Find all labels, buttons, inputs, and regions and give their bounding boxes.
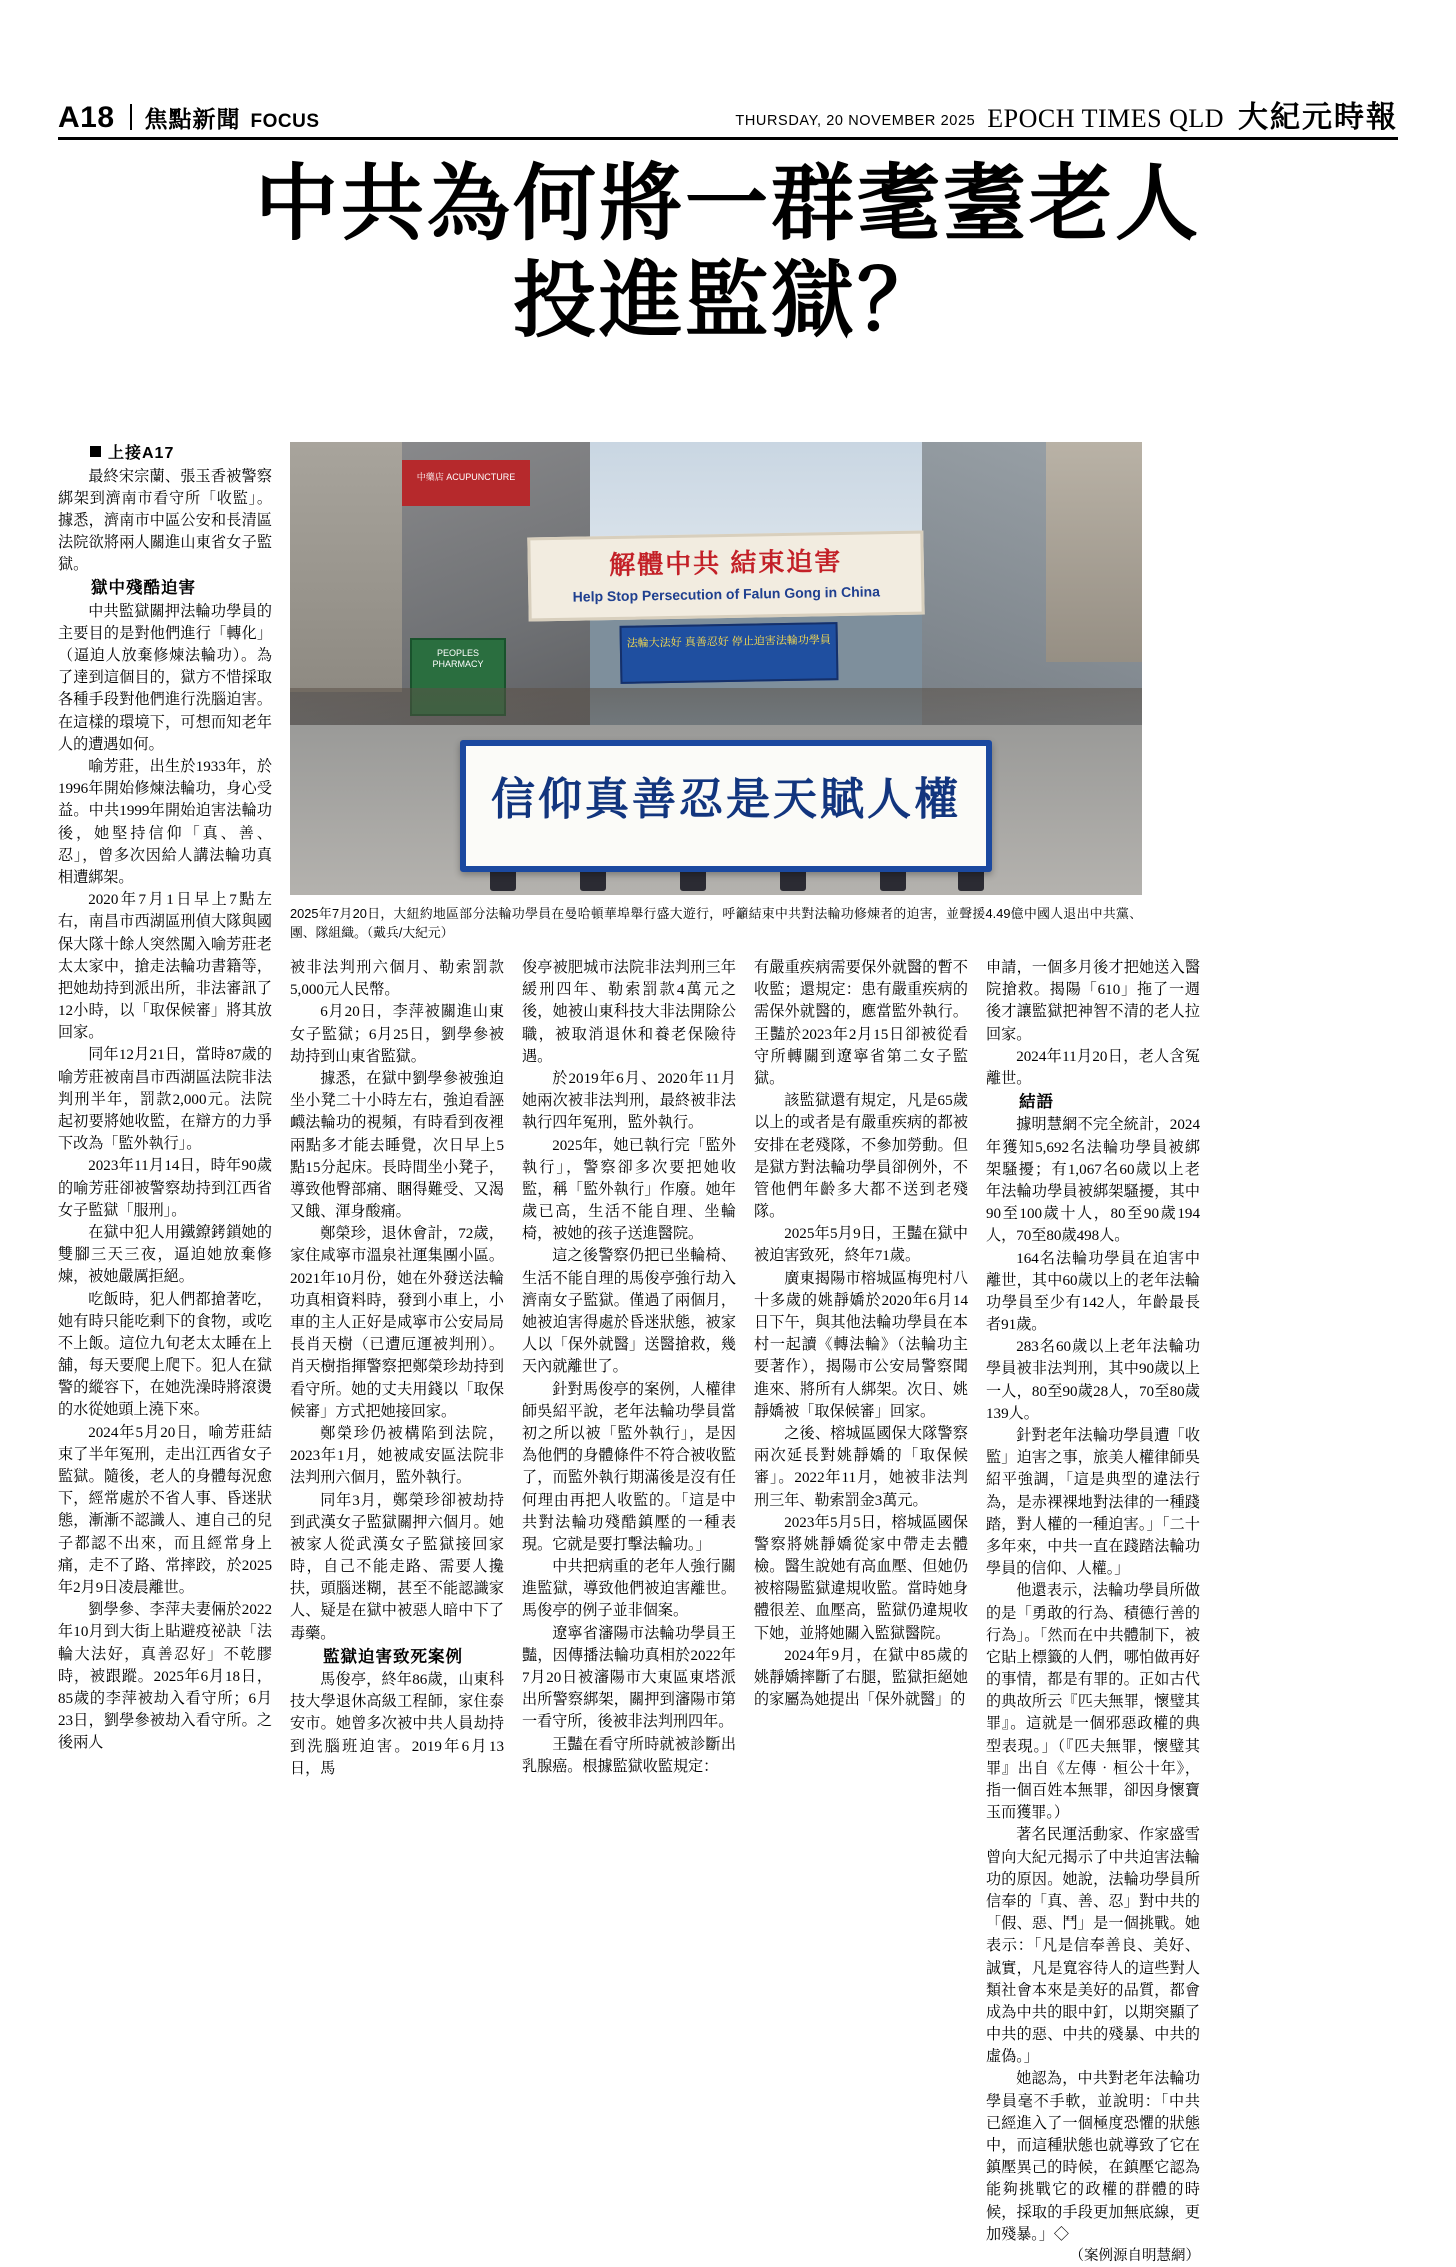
paragraph: 有嚴重疾病需要保外就醫的暫不收監；還規定：患有嚴重疾病的需保外就醫的，應當監外執行。王豔於2023年2月15日卻被從看守所轉關到遼寧省第二女子監獄。 <box>754 960 968 1087</box>
page-number: A18 <box>58 101 115 134</box>
photo-banner-main-text: 信仰真善忍是天賦人權 <box>491 775 961 824</box>
section-name-cn: 焦點新聞 <box>144 106 241 132</box>
paragraph: 2023年5月5日，榕城區國保警察將姚靜嬌從家中帶走去體檢。醫生說她有高血壓、但她仍被榕陽監獄違規收監。當時她身體很差、血壓高，監獄仍違規收下她，並將她關入監獄醫院。 <box>754 1514 968 1642</box>
paragraph: 喻芳莊，出生於1933年，於1996年開始修煉法輪功，身心受益。中共1999年開始迫害法輪功後，她堅持信仰「真、善、忍」，曾多次因給人講法輪功真相遭綁架。 <box>58 759 272 886</box>
paragraph: 之後、榕城區國保大隊警察兩次延長對姚靜嬌的「取保候審」。2022年11月，她被非法判刑三年、勒索罰金3萬元。 <box>754 1425 968 1509</box>
photo-awning-text: 中藥店 ACUPUNCTURE <box>416 472 516 482</box>
paragraph: 同年12月21日，當時87歲的喻芳莊被南昌市西湖區法院非法判刑半年，罰款2,000元。法院起初要將她收監，在辯方的力爭下改為「監外執行」。 <box>58 1047 272 1153</box>
continued-from-label <box>58 442 272 466</box>
section-heading: 結語 <box>1019 1093 1054 1112</box>
paragraph: 據明慧網不完全統計，2024年獲知5,692名法輪功學員被綁架騷擾；有1,067名60歲以上老年法輪功學員被綁架騷擾，其中90至100歲十人，80至90歲194人，70至80歲498人。 <box>986 1117 1200 1245</box>
publication-date: THURSDAY, 20 NOVEMBER 2025 <box>735 113 976 129</box>
bullet-square-icon <box>90 446 101 457</box>
paragraph: 6月20日，李萍被關進山東女子監獄；6月25日，劉學參被劫持到山東省監獄。 <box>290 1004 504 1065</box>
section-heading: 監獄迫害致死案例 <box>323 1647 463 1666</box>
article-body <box>58 442 1404 2264</box>
paragraph: 針對馬俊亭的案例，人權律師吳紹平說，老年法輪功學員當初之所以被「監外執行」，是因為他們的身體條件不符合被收監了，而監外執行期滿後是沒有任何理由再把人收監的。「這是中共對法輪功殘酷鎮壓的一種表現。它就是要打擊法輪功。」 <box>522 1381 736 1553</box>
paragraph: 馬俊亭，終年86歲，山東科技大學退休高級工程師，家住泰安市。她曾多次被中共人員劫持到洗腦班迫害。2019年6月13日，馬 <box>290 1672 504 1777</box>
paragraph: 283名60歲以上老年法輪功學員被非法判刑，其中90歲以上一人，80至90歲28人，70至80歲139人。 <box>986 1339 1200 1422</box>
paper-title-cn: 大紀元時報 <box>1238 101 1398 134</box>
paragraph: 最終宋宗蘭、張玉香被警察綁架到濟南市看守所「收監」。據悉，濟南市中區公安和長清區法院欲將兩人關進山東省女子監獄。 <box>58 468 272 574</box>
paragraph: 王豔在看守所時就被診斷出乳腺癌。根據監獄收監規定： <box>522 1736 736 1775</box>
photo-caption: 2025年7月20日，大紐約地區部分法輪功學員在曼哈頓華埠舉行盛大遊行，呼籲結束中共對法輪功修煉者的迫害，並聲援4.49億中國人退出中共黨、團、隊組織。（戴兵/大紀元） <box>290 906 1142 940</box>
paragraph: 吃飯時，犯人們都搶著吃，她有時只能吃剩下的食物，或吃不上飯。這位九旬老太太睡在上舖，每天要爬上爬下。犯人在獄警的縱容下，在她洗澡時將滾燙的水從她頭上澆下來。 <box>58 1291 272 1419</box>
paragraph: 廣東揭陽市榕城區梅兜村八十多歲的姚靜嬌於2020年6月14日下午，與其他法輪功學員在本村一起讀《轉法輪》（法輪功主要著作），揭陽市公安局警察聞進來、將所有人綁架。次日、姚靜嬌被「取保候審」回家。 <box>754 1270 968 1420</box>
paragraph: 164名法輪功學員在迫害中離世，其中60歲以上的老年法輪功學員至少有142人，年齡最長者91歲。 <box>986 1250 1200 1334</box>
photo-banner-top-line1: 解體中共 結束迫害 <box>608 545 843 581</box>
paragraph: 鄭榮珍仍被構陷到法院，2023年1月，她被咸安區法院非法判刑六個月，監外執行。 <box>290 1425 504 1487</box>
paragraph: 中共監獄關押法輪功學員的主要目的是對他們進行「轉化」（逼迫人放棄修煉法輪功）。為了達到這個目的，獄方不惜採取各種手段對他們進行洗腦迫害。在這樣的環境下，可想而知老年人的遭遇如何。 <box>58 603 272 753</box>
paragraph: 申請，一個多月後才把她送入醫院搶救。揭陽「610」拖了一週後才讓監獄把神智不清的老人拉回家。 <box>986 960 1200 1043</box>
column-2 <box>290 957 504 1780</box>
section-heading: 獄中殘酷迫害 <box>91 579 196 598</box>
source-note: （案例源自明慧網） <box>1069 2247 1200 2264</box>
column-3 <box>522 957 736 1778</box>
photo-banner-top-line2: Help Stop Persecution of Falun Gong in China <box>572 583 881 605</box>
paragraph: 2025年5月9日，王豔在獄中被迫害致死，終年71歲。 <box>754 1226 968 1265</box>
section-name-en: FOCUS <box>250 111 320 132</box>
column-1 <box>58 442 272 1754</box>
paragraph: 2024年9月，在獄中85歲的姚靜嬌摔斷了右腿，監獄拒絕她的家屬為她提出「保外就醫」的 <box>754 1647 968 1709</box>
paragraph: 劉學參、李萍夫妻倆於2022年10月到大街上貼避疫祕訣「法輪大法好，真善忍好」不乾膠時，被跟蹤。2025年6月18日，85歲的李萍被劫入看守所；6月23日，劉學參被劫入看守所。之後兩人 <box>58 1602 272 1752</box>
paragraph: 於2019年6月、2020年11月她兩次被非法判刑，最終被非法執行四年冤刑，監外執行。 <box>522 1070 736 1132</box>
paragraph: 鄭榮珍，退休會計，72歲，家住咸寧市溫泉社運集團小區。2021年10月份，她在外發送法輪功真相資料時，發到小車上，小車的主人正好是咸寧市公安局局長肖天樹（已遭厄運被判刑）。肖天樹指揮警察把鄭榮珍劫持到看守所。她的丈夫用錢以「取保候審」方式把她接回家。 <box>290 1226 504 1420</box>
masthead <box>58 92 1398 136</box>
paragraph: 2023年11月14日，時年90歲的喻芳莊卻被警察劫持到江西省女子監獄「服刑」。 <box>58 1158 272 1219</box>
paragraph: 2025年，她已執行完「監外執行」，警察卻多次要把她收監，稱「監外執行」作廢。她年歲已高，生活不能自理、坐輪椅，被她的孩子送進醫院。 <box>522 1137 736 1243</box>
paragraph: 這之後警察仍把已坐輪椅、生活不能自理的馬俊亭強行劫入濟南女子監獄。僅過了兩個月，她被迫害得處於昏迷狀態，被家人以「保外就醫」送醫搶救，幾天內就離世了。 <box>522 1248 736 1376</box>
paragraph: 針對老年法輪功學員遭「收監」迫害之事，旅美人權律師吳紹平強調，「這是典型的違法行為，是赤裸裸地對法律的一種踐踏，對人權的一種迫害。」「二十多年來，中共一直在踐踏法輪功學員的信仰、人權。」 <box>986 1428 1200 1578</box>
paragraph: 她認為，中共對老年法輪功學員毫不手軟，並說明：「中共已經進入了一個極度恐懼的狀態中，而這種狀態也就導致了它在鎮壓異己的時候，在鎮壓它認為能夠挑戰它的政權的群體的時候，採取的手段更加無底線，更加殘暴。」◇ <box>986 2071 1200 2243</box>
paragraph: 同年3月，鄭榮珍卻被劫持到武漢女子監獄關押六個月。她被家人從武漢女子監獄接回家時，自己不能走路、需要人攙扶，頭腦迷糊，甚至不能認識家人、疑是在獄中被惡人暗中下了毒藥。 <box>290 1492 504 1642</box>
paragraph: 該監獄還有規定，凡是65歲以上的或者是有嚴重疾病的都被安排在老殘隊，不參加勞動。但是獄方對法輪功學員卻例外，不管他們年齡多大都不送到老殘隊。 <box>754 1093 968 1221</box>
masthead-divider <box>130 104 132 130</box>
paragraph: 2024年11月20日，老人含冤離世。 <box>986 1048 1200 1087</box>
photo-pharmacy-text: PEOPLES PHARMACY <box>432 648 484 670</box>
page-title: 中共為何將一群耄耋老人 投進監獄？ <box>255 157 1201 348</box>
paragraph: 在獄中犯人用鐵鐐銬鎖她的雙腳三天三夜，逼迫她放棄修煉，被她嚴厲拒絕。 <box>58 1224 272 1286</box>
paragraph: 遼寧省瀋陽市法輪功學員王豔，因傳播法輪功真相於2022年7月20日被瀋陽市大東區東塔派出所警察綁架，關押到瀋陽市第一看守所，後被非法判刑四年。 <box>522 1625 736 1731</box>
paragraph: 被非法判刑六個月、勒索罰款5,000元人民幣。 <box>290 960 504 999</box>
paragraph: 2020年7月1日早上7點左右，南昌市西湖區刑偵大隊與國保大隊十餘人突然闖入喻芳莊老太太家中，搶走法輪功書籍等，把她劫持到派出所，非法審訊了12小時，以「取保候審」將其放回家。 <box>58 892 272 1042</box>
paper-title-en: EPOCH TIMES QLD <box>987 104 1224 133</box>
paragraph: 據悉，在獄中劉學參被強迫坐小凳二十小時左右，強迫看誣衊法輪功的視頻，有時看到夜裡兩點多才能去睡覺，次日早上5點15分起床。長時間坐小凳子，導致他臀部痛、睏得難受、又渴又餓、渾身酸痛。 <box>290 1070 504 1221</box>
paragraph: 中共把病重的老年人強行關進監獄，導致他們被迫害離世。馬俊亭的例子並非個案。 <box>522 1559 736 1620</box>
photo-banner-mid-text: 法輪大法好 真善忍好 停止迫害法輪功學員 <box>626 634 831 650</box>
paragraph: 他還表示，法輪功學員所做的是「勇敢的行為、積德行善的行為」。「然而在中共體制下，被它貼上標籤的人們，哪怕做再好的事情，都是有罪的。正如古代的典故所云『匹夫無罪，懷璧其罪』。這就是一個邪惡政權的典型表現。」（『匹夫無罪，懷璧其罪』出自《左傳‧桓公十年》，指一個百姓本無罪，卻因身懷寶玉而獲罪。） <box>986 1583 1200 1822</box>
paragraph: 俊亭被肥城市法院非法判刑三年緩刑四年、勒索罰款4萬元之後，她被山東科技大非法開除公職，被取消退休和養老保險待遇。 <box>522 960 736 1065</box>
paragraph: 2024年5月20日，喻芳莊結束了半年冤刑，走出江西省女子監獄。隨後，老人的身體每況愈下，經常處於不省人事、昏迷狀態，漸漸不認識人、連自己的兒子都認不出來，而且經常身上痛，走不了路、常摔跤，於2025年2月9日凌晨離世。 <box>58 1424 272 1596</box>
masthead-rule <box>58 137 1398 140</box>
paragraph: 著名民運活動家、作家盛雪曾向大紀元揭示了中共迫害法輪功的原因。她說，法輪功學員所信奉的「真、善、忍」對中共的「假、惡、鬥」是一個挑戰。她表示：「凡是信奉善良、美好、誠實，凡是寬容待人的這些對人類社會本來是美好的品質，都會成為中共的眼中釘，以期突顯了中共的惡、中共的殘暴、中共的虛偽。」 <box>986 1827 1200 2066</box>
column-5 <box>986 957 1200 2267</box>
masthead-right <box>735 92 1398 136</box>
continued-from-text: 上接A17 <box>108 445 175 462</box>
column-4 <box>754 957 968 1711</box>
